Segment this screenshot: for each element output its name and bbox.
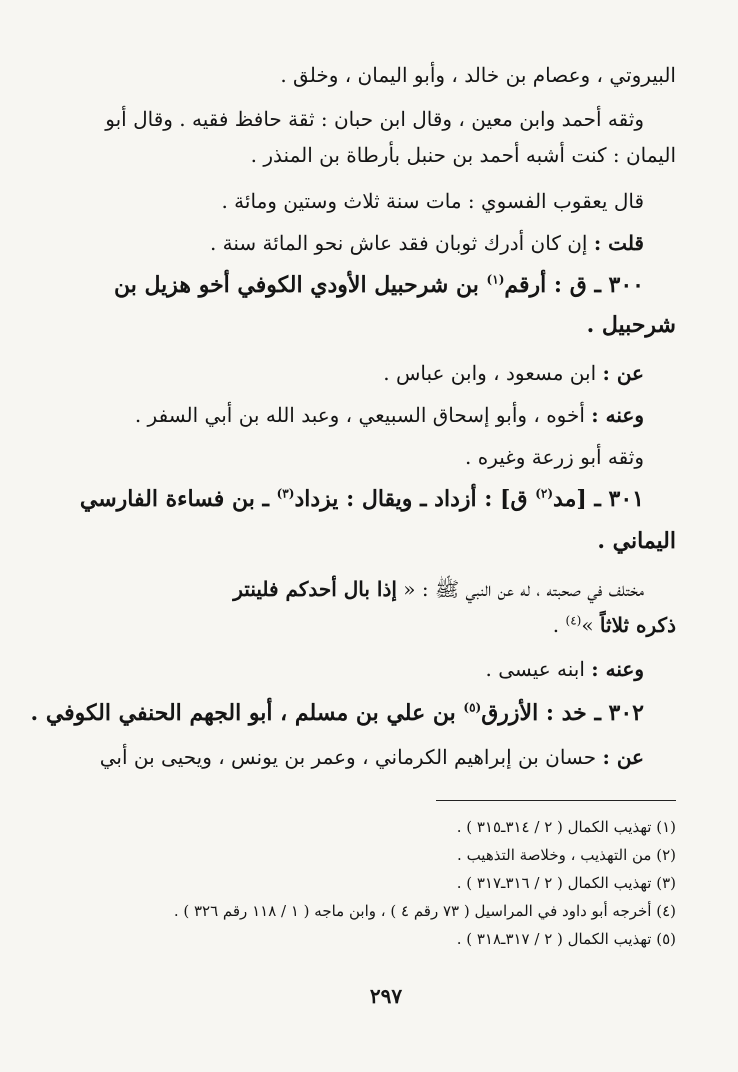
text-line-9: [96, 400, 676, 430]
footnote-divider: [436, 800, 676, 801]
footnote-4: (٤) أخرجه أبو داود في المراسيل ( ٧٣ رقم ٤ ) ، وابن ماجه ( ١ / ١١٨ رقم ٣٢٦ ) .: [173, 902, 676, 920]
hadith-intro: مختلف في صحبته ، له عن النبي ﷺ : «: [396, 577, 644, 601]
an-text: ابن مسعود ، وابن عباس .: [383, 361, 603, 385]
an-label-2: عن :: [602, 745, 644, 769]
footnote-3: (٣) تهذيب الكمال ( ٢ / ٣١٦ـ٣١٧ ) .: [456, 874, 676, 892]
page-body: [30, 52, 676, 1012]
entry-300-heading: [96, 270, 676, 300]
text-line-1: البيروتي ، وعصام بن خالد ، وأبو اليمان ، وخلق .: [280, 63, 676, 87]
text-line-3: اليمان : كنت أشبه أحمد بن حنبل بأرطاة بن المنذر .: [250, 143, 676, 167]
hadith-text: إذا بال أحدكم فلينتر: [233, 577, 397, 601]
text-line-8: [96, 358, 676, 388]
an-label: عن :: [602, 361, 644, 385]
entry-301-name: ق] : أزداد ـ ويقال : يزداد: [294, 486, 536, 512]
footnote-ref-4: (٤): [565, 613, 582, 628]
footnote-ref-2: (٢): [535, 486, 554, 501]
qult-label: قلت :: [593, 231, 644, 255]
page-number: ٢٩٧: [369, 984, 403, 1008]
entry-301-code: ٣٠١ ـ [مد: [553, 486, 644, 512]
footnote-1: (١) تهذيب الكمال ( ٢ / ٣١٤ـ٣١٥ ) .: [456, 818, 676, 836]
footnote-5: (٥) تهذيب الكمال ( ٢ / ٣١٧ـ٣١٨ ) .: [456, 930, 676, 948]
wanhu-label-2: وعنه :: [591, 657, 644, 681]
wanhu-text-2: ابنه عيسى .: [485, 657, 592, 681]
entry-301-lineage: ـ بن فساءة الفارسي: [79, 486, 277, 512]
text-line-17: [96, 742, 676, 772]
text-line-4: قال يعقوب الفسوي : مات سنة ثلاث وستين ومائة .: [221, 189, 644, 213]
text-line-15: [96, 654, 676, 684]
entry-302-lineage: بن علي بن مسلم ، أبو الجهم الحنفي الكوفي .: [30, 700, 464, 726]
footnote-ref-1: (١): [486, 272, 505, 287]
text-line-2: وثقه أحمد وابن معين ، وقال ابن حبان : ثقة حافظ فقيه . وقال أبو: [105, 107, 644, 131]
entry-300-name: ٣٠٠ ـ ق : أرقم: [504, 272, 644, 298]
text-line-14: [96, 610, 676, 640]
hadith-close: »: [581, 613, 600, 637]
text-line-13: [96, 574, 676, 604]
qult-text: إن كان أدرك ثوبان فقد عاش نحو المائة سنة .: [209, 231, 594, 255]
entry-301-heading-cont: اليماني .: [597, 528, 676, 554]
entry-300-heading-cont: شرحبيل .: [586, 312, 676, 338]
text-line-10: وثقه أبو زرعة وغيره .: [465, 445, 644, 469]
wanhu-text: أخوه ، وأبو إسحاق السبيعي ، وعبد الله بن أبي السفر .: [134, 403, 592, 427]
hadith-end: .: [552, 613, 566, 637]
entry-302-heading: [30, 698, 676, 728]
text-line-5: [96, 228, 676, 258]
entry-300-lineage: بن شرحبيل الأودي الكوفي أخو هزيل بن: [113, 272, 487, 298]
footnote-ref-5: (٥): [463, 700, 482, 715]
footnote-ref-3: (٣): [276, 486, 295, 501]
hadith-text-cont: ذكره ثلاثاً: [599, 613, 676, 637]
an-text-2: حسان بن إبراهيم الكرماني ، وعمر بن يونس ، ويحيى بن أبي: [99, 745, 603, 769]
footnote-2: (٢) من التهذيب ، وخلاصة التذهيب .: [457, 846, 676, 864]
entry-301-heading: [79, 484, 676, 514]
entry-302-name: ٣٠٢ ـ خد : الأزرق: [481, 700, 644, 726]
wanhu-label: وعنه :: [591, 403, 644, 427]
